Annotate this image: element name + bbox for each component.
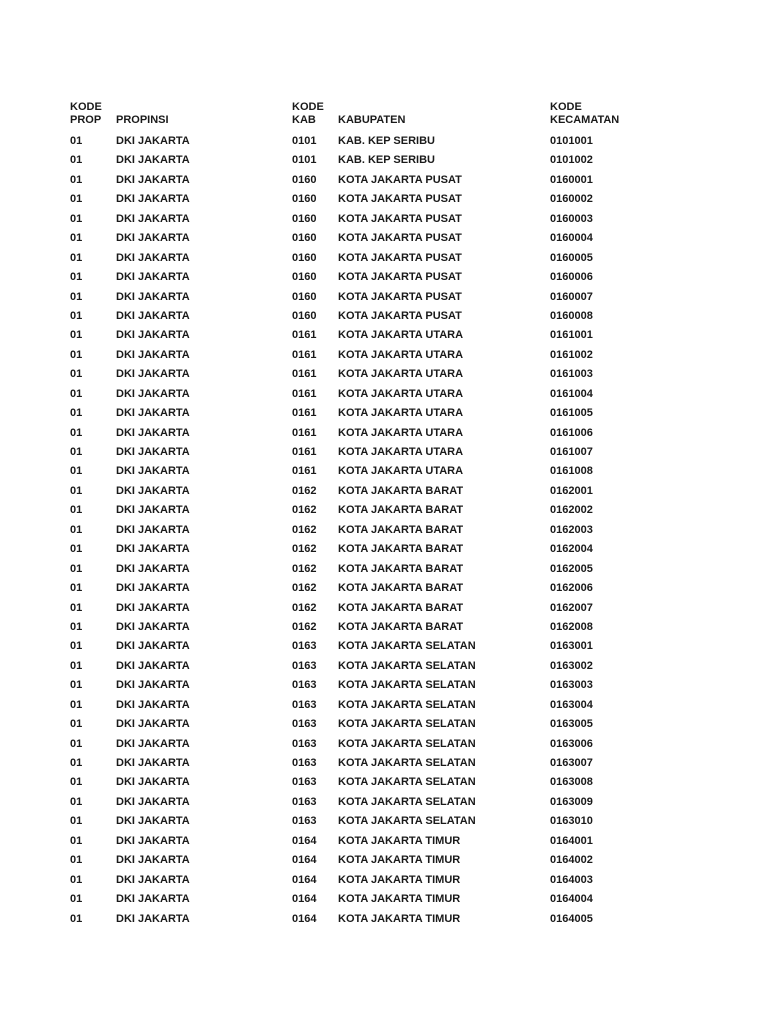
cell-kode-kab: 0161 xyxy=(292,348,317,361)
cell-kode-kecamatan: 0162008 xyxy=(550,620,593,633)
cell-kode-prop: 01 xyxy=(70,251,83,264)
cell-propinsi: DKI JAKARTA xyxy=(116,309,190,322)
cell-kode-kab: 0163 xyxy=(292,679,317,692)
cell-kode-kecamatan: 0162007 xyxy=(550,601,593,614)
cell-kabupaten: KOTA JAKARTA BARAT xyxy=(338,504,464,517)
cell-kode-kecamatan: 0162004 xyxy=(550,543,593,556)
cell-kabupaten: KOTA JAKARTA PUSAT xyxy=(338,193,462,206)
cell-kode-kab: 0161 xyxy=(292,465,317,478)
table-row xyxy=(0,696,768,715)
table-row xyxy=(0,540,768,559)
cell-propinsi: DKI JAKARTA xyxy=(116,504,190,517)
cell-kode-kab: 0164 xyxy=(292,893,317,906)
cell-kode-prop: 01 xyxy=(70,854,83,867)
table-row xyxy=(0,676,768,695)
cell-propinsi: DKI JAKARTA xyxy=(116,135,190,147)
cell-kode-kab: 0163 xyxy=(292,757,317,769)
header-kode-kab: KODE KAB xyxy=(292,101,324,126)
cell-kode-prop: 01 xyxy=(70,523,83,536)
cell-kode-kecamatan: 0163005 xyxy=(550,718,593,731)
cell-propinsi: DKI JAKARTA xyxy=(116,368,190,381)
cell-kode-prop: 01 xyxy=(70,484,83,497)
cell-propinsi: DKI JAKARTA xyxy=(116,698,190,711)
table-row xyxy=(0,832,768,851)
cell-kode-kecamatan: 0160003 xyxy=(550,212,593,225)
cell-kode-kab: 0101 xyxy=(292,154,317,167)
cell-kode-prop: 01 xyxy=(70,582,83,595)
cell-kabupaten: KOTA JAKARTA SELATAN xyxy=(338,776,476,789)
cell-propinsi: DKI JAKARTA xyxy=(116,620,190,633)
cell-kabupaten: KOTA JAKARTA TIMUR xyxy=(338,834,461,847)
cell-propinsi: DKI JAKARTA xyxy=(116,582,190,595)
header-kabupaten: KABUPATEN xyxy=(338,114,406,126)
cell-kode-kab: 0162 xyxy=(292,562,317,575)
table-row xyxy=(0,637,768,656)
cell-propinsi: DKI JAKARTA xyxy=(116,154,190,167)
cell-kode-kecamatan: 0160006 xyxy=(550,271,593,284)
cell-propinsi: DKI JAKARTA xyxy=(116,193,190,206)
cell-kode-kab: 0162 xyxy=(292,523,317,536)
cell-kode-kab: 0163 xyxy=(292,659,317,672)
cell-kabupaten: KAB. KEP SERIBU xyxy=(338,135,435,147)
cell-kode-prop: 01 xyxy=(70,620,83,633)
cell-kode-prop: 01 xyxy=(70,407,83,420)
table-row xyxy=(0,268,768,287)
table-row xyxy=(0,560,768,579)
cell-kabupaten: KOTA JAKARTA PUSAT xyxy=(338,251,462,264)
table-row xyxy=(0,326,768,345)
cell-kode-kab: 0162 xyxy=(292,620,317,633)
cell-kabupaten: KOTA JAKARTA BARAT xyxy=(338,523,464,536)
cell-propinsi: DKI JAKARTA xyxy=(116,757,190,769)
table-header xyxy=(0,101,768,129)
table-body xyxy=(0,132,768,929)
cell-kode-kecamatan: 0160002 xyxy=(550,193,593,206)
cell-kabupaten: KOTA JAKARTA UTARA xyxy=(338,329,464,342)
cell-kode-kab: 0163 xyxy=(292,718,317,731)
cell-kode-kab: 0162 xyxy=(292,484,317,497)
cell-kode-prop: 01 xyxy=(70,348,83,361)
cell-kabupaten: KOTA JAKARTA SELATAN xyxy=(338,718,476,731)
cell-propinsi: DKI JAKARTA xyxy=(116,348,190,361)
cell-kode-kecamatan: 0162006 xyxy=(550,582,593,595)
table-row xyxy=(0,443,768,462)
cell-propinsi: DKI JAKARTA xyxy=(116,232,190,245)
cell-kode-kab: 0164 xyxy=(292,873,317,886)
cell-kabupaten: KOTA JAKARTA PUSAT xyxy=(338,232,462,245)
cell-kode-kecamatan: 0163006 xyxy=(550,737,593,750)
table-row xyxy=(0,132,768,151)
cell-kabupaten: KOTA JAKARTA TIMUR xyxy=(338,912,461,925)
cell-kode-kecamatan: 0162002 xyxy=(550,504,593,517)
cell-propinsi: DKI JAKARTA xyxy=(116,601,190,614)
cell-kode-kab: 0160 xyxy=(292,212,317,225)
cell-kode-prop: 01 xyxy=(70,309,83,322)
table-row xyxy=(0,482,768,501)
cell-propinsi: DKI JAKARTA xyxy=(116,387,190,400)
cell-propinsi: DKI JAKARTA xyxy=(116,737,190,750)
cell-propinsi: DKI JAKARTA xyxy=(116,912,190,925)
cell-kode-kecamatan: 0160005 xyxy=(550,251,593,264)
cell-kode-kecamatan: 0160001 xyxy=(550,173,593,186)
cell-kode-kecamatan: 0161005 xyxy=(550,407,593,420)
cell-kabupaten: KOTA JAKARTA UTARA xyxy=(338,368,464,381)
table-row xyxy=(0,462,768,481)
cell-kabupaten: KOTA JAKARTA SELATAN xyxy=(338,698,476,711)
cell-kode-kecamatan: 0164004 xyxy=(550,893,593,906)
cell-kode-kab: 0161 xyxy=(292,446,317,458)
cell-propinsi: DKI JAKARTA xyxy=(116,251,190,264)
cell-kode-prop: 01 xyxy=(70,329,83,342)
table-row xyxy=(0,599,768,618)
table-row xyxy=(0,735,768,754)
cell-kode-kecamatan: 0163007 xyxy=(550,757,593,769)
table-row xyxy=(0,151,768,170)
cell-kode-kab: 0162 xyxy=(292,601,317,614)
cell-propinsi: DKI JAKARTA xyxy=(116,426,190,439)
cell-kode-kab: 0163 xyxy=(292,737,317,750)
cell-kode-prop: 01 xyxy=(70,893,83,906)
table-row xyxy=(0,773,768,792)
cell-kode-kecamatan: 0161002 xyxy=(550,348,593,361)
cell-kode-kecamatan: 0164002 xyxy=(550,854,593,867)
table-row xyxy=(0,424,768,443)
cell-kode-kecamatan: 0161007 xyxy=(550,446,593,458)
cell-propinsi: DKI JAKARTA xyxy=(116,718,190,731)
cell-propinsi: DKI JAKARTA xyxy=(116,484,190,497)
cell-kode-kecamatan: 0162001 xyxy=(550,484,593,497)
cell-kabupaten: KOTA JAKARTA UTARA xyxy=(338,465,464,478)
cell-kode-prop: 01 xyxy=(70,135,83,147)
cell-kode-kecamatan: 0161008 xyxy=(550,465,593,478)
cell-propinsi: DKI JAKARTA xyxy=(116,465,190,478)
cell-kode-kecamatan: 0160007 xyxy=(550,290,593,303)
cell-propinsi: DKI JAKARTA xyxy=(116,659,190,672)
table-row xyxy=(0,346,768,365)
cell-kode-kecamatan: 0162005 xyxy=(550,562,593,575)
cell-kode-kab: 0161 xyxy=(292,387,317,400)
cell-propinsi: DKI JAKARTA xyxy=(116,446,190,458)
cell-kode-kecamatan: 0163009 xyxy=(550,795,593,808)
cell-kode-kecamatan: 0163010 xyxy=(550,815,593,828)
cell-kode-kecamatan: 0161004 xyxy=(550,387,593,400)
cell-kabupaten: KOTA JAKARTA PUSAT xyxy=(338,290,462,303)
cell-kabupaten: KOTA JAKARTA UTARA xyxy=(338,446,464,458)
cell-kabupaten: KOTA JAKARTA TIMUR xyxy=(338,893,461,906)
table-row xyxy=(0,812,768,831)
cell-kode-kecamatan: 0163008 xyxy=(550,776,593,789)
cell-kode-kecamatan: 0163002 xyxy=(550,659,593,672)
header-propinsi: PROPINSI xyxy=(116,114,169,126)
cell-kode-kab: 0160 xyxy=(292,251,317,264)
cell-kode-kecamatan: 0161006 xyxy=(550,426,593,439)
cell-kabupaten: KOTA JAKARTA BARAT xyxy=(338,582,464,595)
table-row xyxy=(0,190,768,209)
cell-kode-kecamatan: 0101001 xyxy=(550,135,593,147)
cell-kode-kab: 0164 xyxy=(292,912,317,925)
table-row xyxy=(0,579,768,598)
cell-kabupaten: KOTA JAKARTA SELATAN xyxy=(338,679,476,692)
cell-propinsi: DKI JAKARTA xyxy=(116,562,190,575)
cell-kabupaten: KOTA JAKARTA PUSAT xyxy=(338,271,462,284)
cell-kode-kab: 0163 xyxy=(292,640,317,653)
cell-propinsi: DKI JAKARTA xyxy=(116,329,190,342)
cell-kabupaten: KOTA JAKARTA BARAT xyxy=(338,562,464,575)
cell-kode-prop: 01 xyxy=(70,873,83,886)
table-row xyxy=(0,171,768,190)
table-row xyxy=(0,404,768,423)
cell-kode-kecamatan: 0163003 xyxy=(550,679,593,692)
cell-kode-kab: 0161 xyxy=(292,426,317,439)
cell-kabupaten: KOTA JAKARTA TIMUR xyxy=(338,854,461,867)
cell-propinsi: DKI JAKARTA xyxy=(116,834,190,847)
cell-kabupaten: KOTA JAKARTA BARAT xyxy=(338,484,464,497)
cell-kabupaten: KOTA JAKARTA BARAT xyxy=(338,620,464,633)
cell-kode-prop: 01 xyxy=(70,912,83,925)
cell-kode-prop: 01 xyxy=(70,659,83,672)
cell-kode-kab: 0162 xyxy=(292,504,317,517)
cell-kabupaten: KAB. KEP SERIBU xyxy=(338,154,435,167)
cell-propinsi: DKI JAKARTA xyxy=(116,640,190,653)
cell-kode-prop: 01 xyxy=(70,718,83,731)
cell-kode-prop: 01 xyxy=(70,815,83,828)
table-row xyxy=(0,501,768,520)
cell-kode-prop: 01 xyxy=(70,795,83,808)
cell-kode-prop: 01 xyxy=(70,368,83,381)
cell-kode-prop: 01 xyxy=(70,193,83,206)
cell-kabupaten: KOTA JAKARTA BARAT xyxy=(338,543,464,556)
cell-kode-prop: 01 xyxy=(70,776,83,789)
cell-kode-kecamatan: 0162003 xyxy=(550,523,593,536)
cell-propinsi: DKI JAKARTA xyxy=(116,523,190,536)
cell-kode-prop: 01 xyxy=(70,446,83,458)
cell-kode-kecamatan: 0161003 xyxy=(550,368,593,381)
cell-kode-prop: 01 xyxy=(70,562,83,575)
cell-kode-kab: 0161 xyxy=(292,407,317,420)
cell-kode-prop: 01 xyxy=(70,679,83,692)
table-row xyxy=(0,890,768,909)
cell-kabupaten: KOTA JAKARTA PUSAT xyxy=(338,173,462,186)
table-row xyxy=(0,365,768,384)
cell-kode-prop: 01 xyxy=(70,640,83,653)
cell-kode-kab: 0162 xyxy=(292,582,317,595)
cell-kode-kecamatan: 0164003 xyxy=(550,873,593,886)
table-row xyxy=(0,715,768,734)
cell-kode-prop: 01 xyxy=(70,601,83,614)
table-row xyxy=(0,385,768,404)
cell-kode-kab: 0163 xyxy=(292,698,317,711)
cell-kode-prop: 01 xyxy=(70,698,83,711)
cell-propinsi: DKI JAKARTA xyxy=(116,893,190,906)
table-row xyxy=(0,754,768,773)
cell-kode-kab: 0101 xyxy=(292,135,317,147)
table-row xyxy=(0,521,768,540)
cell-propinsi: DKI JAKARTA xyxy=(116,407,190,420)
cell-kode-kab: 0163 xyxy=(292,795,317,808)
cell-kode-kab: 0160 xyxy=(292,290,317,303)
cell-kode-prop: 01 xyxy=(70,543,83,556)
cell-kode-kecamatan: 0160004 xyxy=(550,232,593,245)
cell-kabupaten: KOTA JAKARTA SELATAN xyxy=(338,757,476,769)
cell-kode-prop: 01 xyxy=(70,154,83,167)
cell-propinsi: DKI JAKARTA xyxy=(116,795,190,808)
table-row xyxy=(0,210,768,229)
header-kode-prop: KODE PROP xyxy=(70,101,102,126)
table-row xyxy=(0,249,768,268)
cell-kabupaten: KOTA JAKARTA SELATAN xyxy=(338,659,476,672)
cell-kabupaten: KOTA JAKARTA SELATAN xyxy=(338,815,476,828)
header-kode-kecamatan: KODE KECAMATAN xyxy=(550,101,620,126)
cell-kode-kab: 0161 xyxy=(292,329,317,342)
cell-kode-prop: 01 xyxy=(70,232,83,245)
table-row xyxy=(0,618,768,637)
table-row xyxy=(0,307,768,326)
cell-kabupaten: KOTA JAKARTA UTARA xyxy=(338,407,464,420)
cell-kabupaten: KOTA JAKARTA SELATAN xyxy=(338,737,476,750)
cell-kode-kab: 0163 xyxy=(292,815,317,828)
table-row xyxy=(0,229,768,248)
cell-kode-kecamatan: 0164005 xyxy=(550,912,593,925)
cell-propinsi: DKI JAKARTA xyxy=(116,271,190,284)
cell-kode-kab: 0160 xyxy=(292,232,317,245)
cell-kode-kecamatan: 0164001 xyxy=(550,834,593,847)
cell-kode-kecamatan: 0161001 xyxy=(550,329,593,342)
table-row xyxy=(0,910,768,929)
cell-propinsi: DKI JAKARTA xyxy=(116,543,190,556)
table-row xyxy=(0,871,768,890)
cell-kabupaten: KOTA JAKARTA BARAT xyxy=(338,601,464,614)
cell-propinsi: DKI JAKARTA xyxy=(116,290,190,303)
cell-kode-kab: 0162 xyxy=(292,543,317,556)
cell-kode-kab: 0160 xyxy=(292,271,317,284)
cell-kode-kecamatan: 0101002 xyxy=(550,154,593,167)
cell-kode-prop: 01 xyxy=(70,504,83,517)
cell-kode-kab: 0160 xyxy=(292,309,317,322)
cell-kode-kab: 0160 xyxy=(292,173,317,186)
cell-kode-kab: 0163 xyxy=(292,776,317,789)
cell-kabupaten: KOTA JAKARTA UTARA xyxy=(338,387,464,400)
cell-kabupaten: KOTA JAKARTA TIMUR xyxy=(338,873,461,886)
cell-kode-prop: 01 xyxy=(70,834,83,847)
cell-propinsi: DKI JAKARTA xyxy=(116,815,190,828)
cell-kode-kab: 0164 xyxy=(292,834,317,847)
cell-kabupaten: KOTA JAKARTA SELATAN xyxy=(338,795,476,808)
cell-kode-prop: 01 xyxy=(70,757,83,769)
table-row xyxy=(0,288,768,307)
table-row xyxy=(0,793,768,812)
cell-kabupaten: KOTA JAKARTA UTARA xyxy=(338,348,464,361)
cell-kode-prop: 01 xyxy=(70,737,83,750)
cell-propinsi: DKI JAKARTA xyxy=(116,679,190,692)
cell-kode-prop: 01 xyxy=(70,465,83,478)
cell-propinsi: DKI JAKARTA xyxy=(116,776,190,789)
cell-propinsi: DKI JAKARTA xyxy=(116,854,190,867)
cell-kode-kecamatan: 0163001 xyxy=(550,640,593,653)
cell-kode-kecamatan: 0163004 xyxy=(550,698,593,711)
table-row xyxy=(0,851,768,870)
cell-kode-prop: 01 xyxy=(70,426,83,439)
cell-kode-prop: 01 xyxy=(70,387,83,400)
cell-kode-kecamatan: 0160008 xyxy=(550,309,593,322)
cell-propinsi: DKI JAKARTA xyxy=(116,873,190,886)
cell-kabupaten: KOTA JAKARTA PUSAT xyxy=(338,309,462,322)
cell-kode-prop: 01 xyxy=(70,271,83,284)
cell-propinsi: DKI JAKARTA xyxy=(116,173,190,186)
cell-kode-prop: 01 xyxy=(70,173,83,186)
cell-propinsi: DKI JAKARTA xyxy=(116,212,190,225)
table-row xyxy=(0,657,768,676)
cell-kode-kab: 0160 xyxy=(292,193,317,206)
cell-kode-prop: 01 xyxy=(70,290,83,303)
cell-kabupaten: KOTA JAKARTA PUSAT xyxy=(338,212,462,225)
cell-kabupaten: KOTA JAKARTA SELATAN xyxy=(338,640,476,653)
cell-kode-kab: 0161 xyxy=(292,368,317,381)
cell-kode-kab: 0164 xyxy=(292,854,317,867)
cell-kabupaten: KOTA JAKARTA UTARA xyxy=(338,426,464,439)
cell-kode-prop: 01 xyxy=(70,212,83,225)
